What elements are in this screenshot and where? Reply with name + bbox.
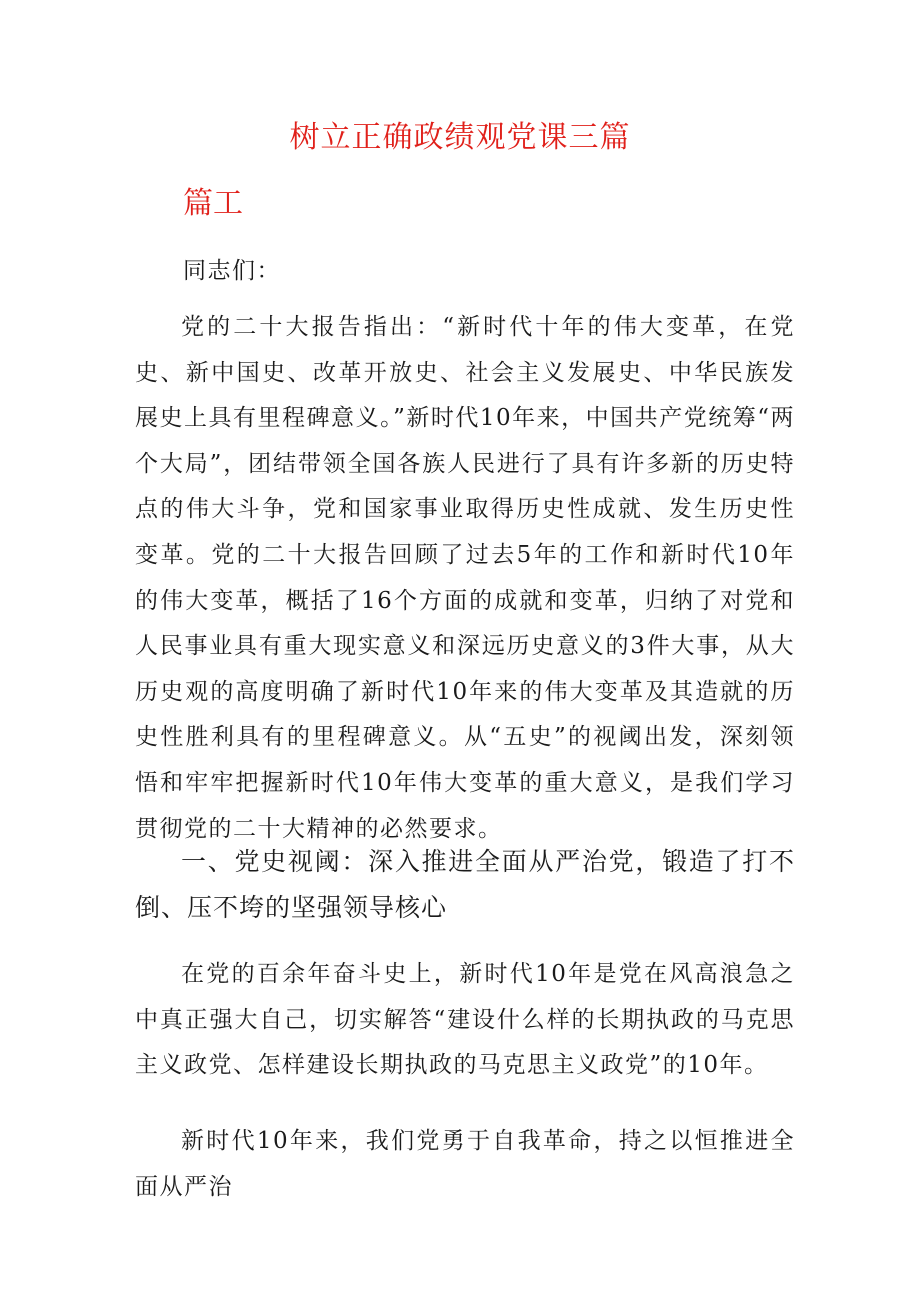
body-paragraph-1: 党的二十大报告指出：“新时代十年的伟大变革，在党史、新中国史、改革开放史、社会主义发展史、中华民族发展史上具有里程碑意义。”新时代10年来，中国共产党统筹“两个大局”，团结带领全国各族人民进行了具有许多新的历史特点的伟大斗争，党和国家事业取得历史性成就、发生历史性变革。党的二十大报告回顾了过去5年的工作和新时代10年的伟大变革，概括了16个方面的成就和变革，归纳了对党和人民事业具有重大现实意义和深远历史意义的3件大事，从大历史观的高度明确了新时代10年来的伟大变革及其造就的历史性胜利具有的里程碑意义。从“五史”的视阈出发，深刻领悟和牢牢把握新时代10年伟大变革的重大意义，是我们学习贯彻党的二十大精神的必然要求。 [135,314,795,842]
document-title: 树立正确政绩观党课三篇 [289,120,631,155]
section-heading-1: 一、党史视阈：深入推进全面从严治党，锻造了打不倒、压不垮的坚强领导核心 [135,847,795,922]
salutation: 同志们： [183,258,281,284]
body-paragraph-2: 在党的百余年奋斗史上，新时代10年是党在风高浪急之中真正强大自己，切实解答“建设什么样的长期执政的马克思主义政党、怎样建设长期执政的马克思主义政党”的10年。 [135,961,795,1079]
section-label: 篇工 [183,186,243,221]
body-paragraph-3: 新时代10年来，我们党勇于自我革命，持之以恒推进全面从严治 [135,1128,795,1200]
